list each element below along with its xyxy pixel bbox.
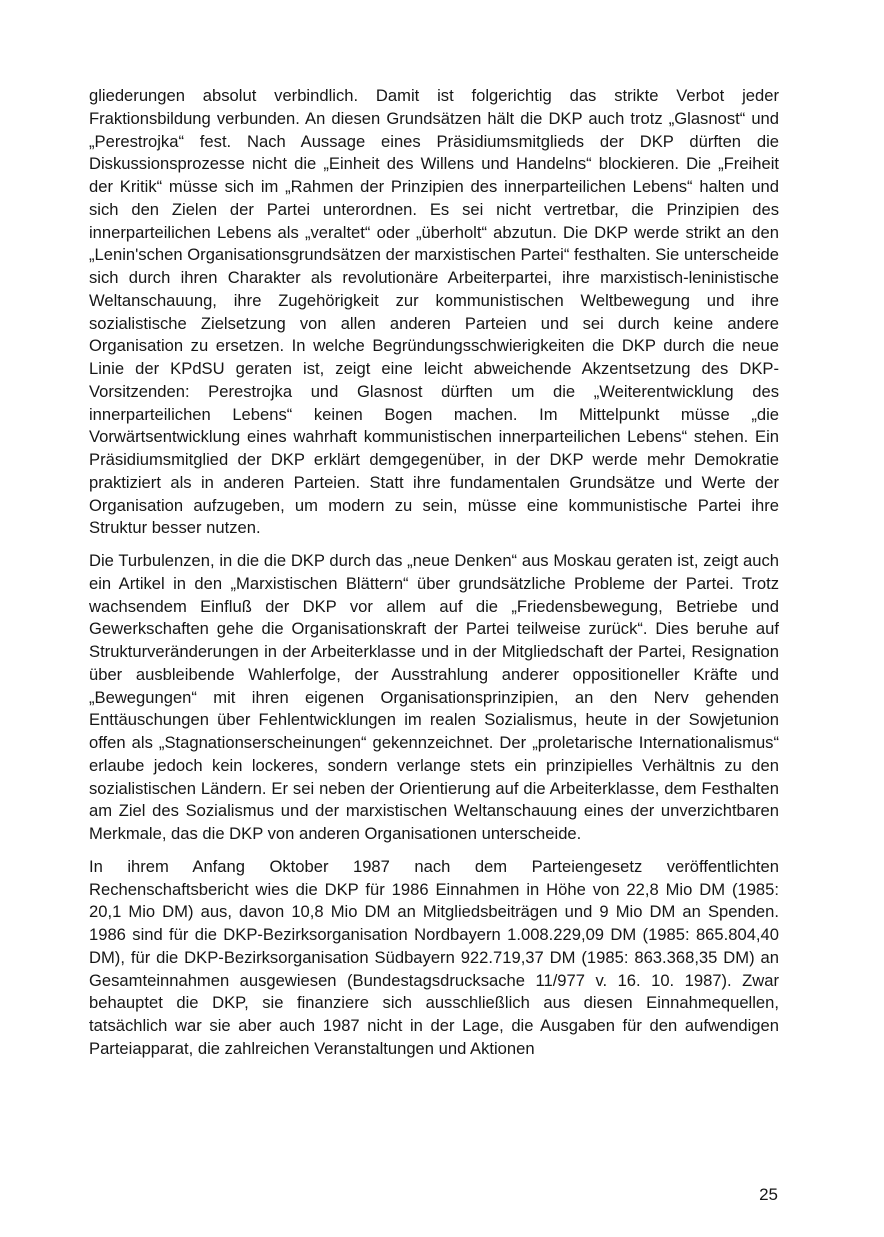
page-number: 25 bbox=[759, 1185, 778, 1204]
paragraph-2: Die Turbulenzen, in die die DKP durch das „neue Denken“ aus Moskau geraten ist, zeigt auch ein Artikel in den „Marxistischen Blättern“ über grundsätzliche Probleme der Partei. Trotz wachsendem Einfluß der DKP vor allem auf die „Friedensbewegung, Betriebe und Gewerkschaften gehe die Organisationskraft der Partei teilweise zurück“. Dies beruhe auf Strukturveränderungen in der Arbeiterklasse und in der Mitgliedschaft der Partei, Resignation über ausbleibende Wahlerfolge, der Ausstrahlung anderer oppositioneller Kräfte und „Bewegungen“ mit ihren eigenen Organisationsprinzipien, an den Nerv gehenden Enttäuschungen über Fehlentwicklungen im realen Sozialismus, heute in der Sowjetunion offen als „Stagnationserscheinungen“ gekennzeichnet. Der „proletarische Internationalismus“ erlaube jedoch kein lockeres, sondern verlange stets ein prinzipielles Verhältnis zu den sozialistischen Ländern. Er sei neben der Orientierung auf die Arbeiterklasse, dem Festhalten am Ziel des Sozialismus und der marxistischen Weltanschauung eines der unverzichtbaren Merkmale, das die DKP von anderen Organisationen unterscheide. bbox=[89, 551, 779, 843]
paragraph-3: In ihrem Anfang Oktober 1987 nach dem Parteiengesetz veröffentlichten Rechenschaftsbericht wies die DKP für 1986 Einnahmen in Höhe von 22,8 Mio DM (1985: 20,1 Mio DM) aus, davon 10,8 Mio DM an Mitgliedsbeiträgen und 9 Mio DM an Spenden. 1986 sind für die DKP-Bezirksorganisation Nordbayern 1.008.229,09 DM (1985: 865.804,40 DM), für die DKP-Bezirksorganisation Südbayern 922.719,37 DM (1985: 863.368,35 DM) an Gesamteinnahmen ausgewiesen (Bundestagsdrucksache 11/977 v. 16. 10. 1987). Zwar behauptet die DKP, sie finanziere sich ausschließlich aus diesen Einnahmequellen, tatsächlich war sie aber auch 1987 nicht in der Lage, die Ausgaben für den aufwendigen Parteiapparat, die zahlreichen Veranstaltungen und Aktionen bbox=[89, 856, 779, 1058]
body-text bbox=[89, 85, 779, 1071]
paragraph-1: gliederungen absolut verbindlich. Damit ist folgerichtig das strikte Verbot jeder Fraktionsbildung verbunden. An diesen Grundsätzen hält die DKP auch trotz „Glasnost“ und „Perestrojka“ fest. Nach Aussage eines Präsidiumsmitglieds der DKP dürften die Diskussionsprozesse nicht die „Einheit des Willens und Handelns“ blockieren. Die „Freiheit der Kritik“ müsse sich im „Rahmen der Prinzipien des innerparteilichen Lebens“ halten und sich den Zielen der Partei unterordnen. Es sei nicht vertretbar, die Prinzipien des innerparteilichen Lebens als „veraltet“ oder „überholt“ abzutun. Die DKP werde strikt an den „Lenin'schen Organisationsgrundsätzen der marxistischen Partei“ festhalten. Sie unterscheide sich durch ihren Charakter als revolutionäre Arbeiterpartei, ihre marxistisch-leninistische Weltanschauung, ihre Zugehörigkeit zur kommunistischen Weltbewegung und ihre sozialistische Zielsetzung von allen anderen Parteien und sei durch keine andere Organisation zu ersetzen. In welche Begründungsschwierigkeiten die DKP durch die neue Linie der KPdSU geraten ist, zeigt eine leicht abweichende Akzentsetzung des DKP-Vorsitzenden: Perestrojka und Glasnost dürften um die „Weiterentwicklung des innerparteilichen Lebens“ keinen Bogen machen. Im Mittelpunkt müsse „die Vorwärtsentwicklung eines wahrhaft kommunistischen innerparteilichen Lebens“ stehen. Ein Präsidiumsmitglied der DKP erklärt demgegenüber, in der DKP werde mehr Demokratie praktiziert als in anderen Parteien. Statt ihre fundamentalen Grundsätze und Werte der Organisation aufzugeben, um modern zu sein, müsse eine kommunistische Partei ihre Struktur besser nutzen. bbox=[89, 86, 779, 538]
